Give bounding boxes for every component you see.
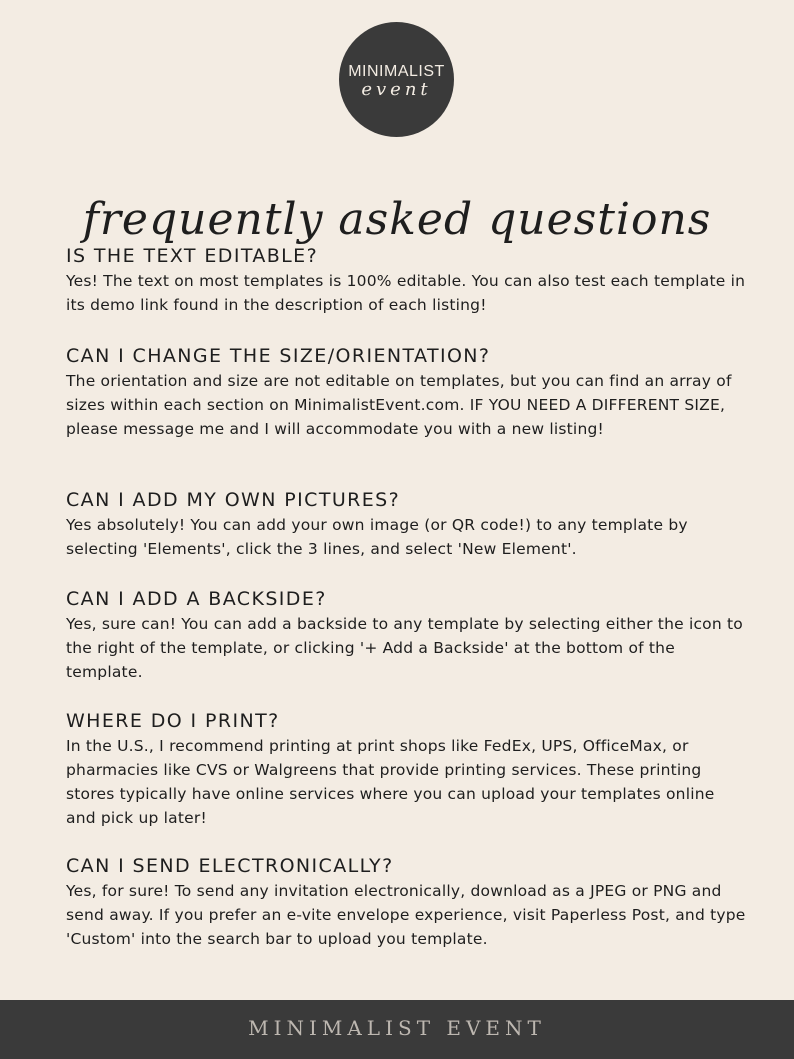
footer-bar (0, 1000, 794, 1059)
brand-logo (339, 22, 454, 137)
logo-text-bottom: event (361, 79, 432, 100)
faq-item-size-orientation (66, 343, 746, 441)
faq-item-send-electronically (66, 853, 746, 951)
footer-brand: MINIMALIST EVENT (248, 1016, 546, 1040)
faq-question: CAN I CHANGE THE SIZE/ORIENTATION? (66, 345, 491, 367)
faq-question: WHERE DO I PRINT? (66, 710, 280, 732)
faq-answer: Yes absolutely! You can add your own image (or QR code!) to any template by selecting 'Elements', click the 3 lines, and select 'New Element'. (66, 516, 688, 558)
faq-item-backside (66, 586, 746, 684)
page-title: frequently asked questions (82, 194, 712, 246)
faq-answer: Yes, sure can! You can add a backside to any template by selecting either the icon to the right of the template, or clicking '+ Add a Backside' at the bottom of the template. (66, 615, 743, 681)
faq-item-where-print (66, 708, 746, 830)
faq-question: IS THE TEXT EDITABLE? (66, 245, 319, 267)
faq-question: CAN I SEND ELECTRONICALLY? (66, 855, 394, 877)
faq-answer: Yes, for sure! To send any invitation electronically, download as a JPEG or PNG and send away. If you prefer an e-vite envelope experience, visit Paperless Post, and type 'Custom' into the search bar to upload you template. (66, 882, 746, 948)
faq-answer: The orientation and size are not editable on templates, but you can find an array of sizes within each section on MinimalistEvent.com. IF YOU NEED A DIFFERENT SIZE, please message me and I will accommodate you with a new listing! (66, 372, 732, 438)
faq-question: CAN I ADD A BACKSIDE? (66, 588, 327, 610)
faq-answer: In the U.S., I recommend printing at print shops like FedEx, UPS, OfficeMax, or pharmacies like CVS or Walgreens that provide printing services. These printing stores typically have online services where you can upload your templates online and pick up later! (66, 737, 715, 827)
logo-text-top: MINIMALIST (348, 63, 445, 80)
faq-question: CAN I ADD MY OWN PICTURES? (66, 489, 401, 511)
faq-answer: Yes! The text on most templates is 100% editable. You can also test each template in its demo link found in the description of each listing! (66, 272, 746, 314)
faq-item-own-pictures (66, 487, 746, 561)
faq-item-text-editable (66, 243, 746, 317)
